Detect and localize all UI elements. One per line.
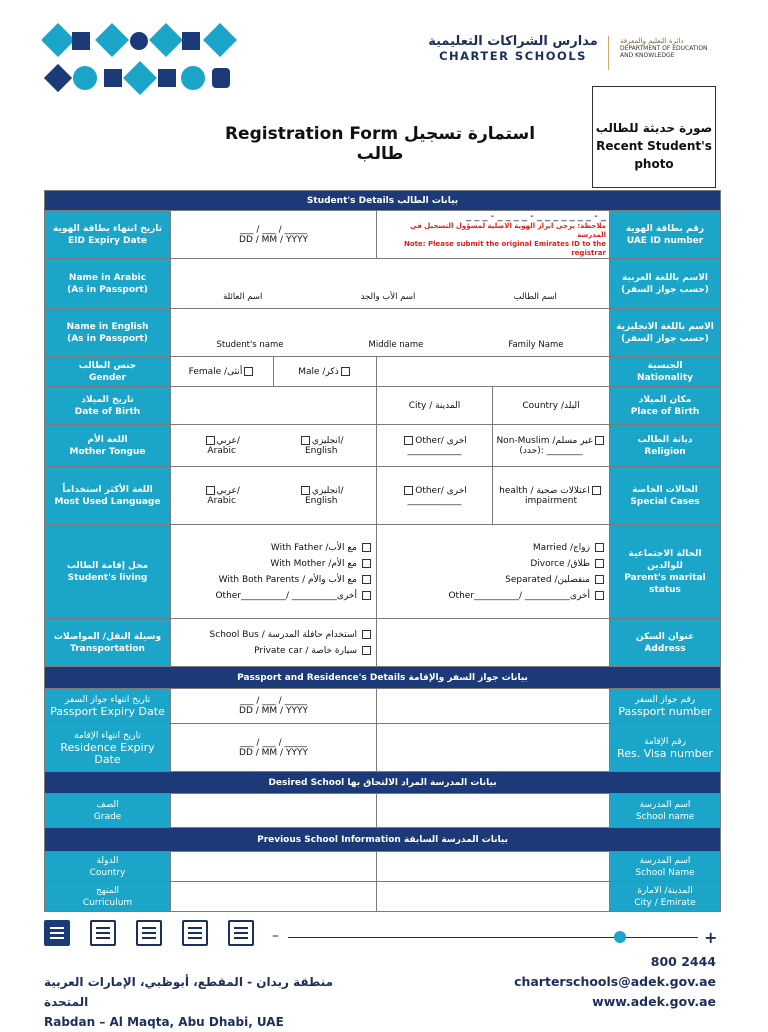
most-used-language-other[interactable]: Other/ اخرى ____________ bbox=[377, 467, 493, 525]
footer-dot bbox=[614, 931, 626, 943]
special-cases-label: الحالات الخاصة Special Cases bbox=[610, 467, 721, 525]
residence-number-field[interactable] bbox=[377, 724, 610, 772]
uae-id-label: رقم بطاقة الهوية UAE ID number bbox=[610, 211, 721, 259]
name-arabic-label: Name in Arabic (As in Passport) bbox=[45, 259, 171, 309]
birth-country-field[interactable]: Country /البلد bbox=[493, 387, 610, 425]
document-icon bbox=[182, 920, 208, 946]
registration-form-table bbox=[44, 190, 721, 912]
residence-number-label: رقم الإقامة Res. Visa number bbox=[610, 724, 721, 772]
name-arabic-field[interactable]: اسم العائلة اسم الأب والجد اسم الطالب bbox=[171, 259, 610, 309]
religion-non-muslim[interactable]: Non-Muslim /غير مسلم (حدد): ________ bbox=[493, 425, 610, 467]
most-used-language-label: اللغة الأكثر استخداماً Most Used Language bbox=[45, 467, 171, 525]
religion-label: ديانة الطالب Religion bbox=[610, 425, 721, 467]
transportation-options[interactable]: School Bus / استخدام حافلة المدرسة Private car / سيارة خاصة bbox=[171, 619, 377, 667]
section-student-details: Student's Details بيانات الطالب bbox=[45, 191, 721, 211]
student-living-label: محل إقامة الطالب Student's living bbox=[45, 525, 171, 619]
charter-schools-pattern-logo bbox=[42, 20, 252, 100]
document-icon bbox=[228, 920, 254, 946]
nationality-label: الجنسية Nationality bbox=[610, 357, 721, 387]
passport-expiry-field[interactable]: ___ / ___ / _____ DD / MM / YYYY bbox=[171, 689, 377, 724]
mother-tongue-other[interactable]: Other/ اخرى ____________ bbox=[377, 425, 493, 467]
dob-label: تاريخ الميلاد Date of Birth bbox=[45, 387, 171, 425]
dob-field[interactable] bbox=[171, 387, 377, 425]
gender-male-option[interactable]: Male /ذكر bbox=[274, 357, 377, 387]
mul-arabic-checkbox[interactable] bbox=[206, 486, 215, 495]
residence-expiry-label: تاريخ انتهاء الإقامة Residence Expiry Date bbox=[45, 724, 171, 772]
mother-tongue-label: اللغة الأم Mother Tongue bbox=[45, 425, 171, 467]
photo-label-en-2: photo bbox=[634, 157, 674, 171]
mul-english-checkbox[interactable] bbox=[301, 486, 310, 495]
adek-logo bbox=[620, 38, 710, 59]
address-field[interactable] bbox=[377, 619, 610, 667]
photo-label-en: Recent Student's bbox=[596, 139, 712, 153]
most-used-language-options[interactable]: عربي/ Arabic انجليزي/ English bbox=[171, 467, 377, 525]
footer-line bbox=[288, 937, 698, 938]
section-passport-details: Passport and Residence's Details بيانات جواز السفر والإقامة bbox=[45, 667, 721, 689]
passport-number-label: رقم جواز السفر Passport number bbox=[610, 689, 721, 724]
uae-id-field[interactable]: _ _ _ - _ _ _ _ - _ _ _ _ _ _ _ - _ ملاحظة: يرجى ابراز الهوية الاصلية لمسؤول التسجيل في المدرسة Note: Please submit the original Emirates ID to the registrar bbox=[377, 211, 610, 259]
photo-label-ar: صورة حديثة للطالب bbox=[595, 121, 713, 135]
eid-expiry-field[interactable]: ___ / ___ / _____ DD / MM / YYYY bbox=[171, 211, 377, 259]
charter-schools-logo bbox=[428, 34, 598, 74]
parent-marital-label: الحالة الاجتماعية للوالدين Parent's marital status bbox=[610, 525, 721, 619]
prev-school-name-label: اسم المدرسة School Name bbox=[610, 852, 721, 882]
footer-address-ar: منطقة ربدان - المقطع، أبوظبي، الإمارات العربية المتحدة bbox=[44, 975, 334, 1009]
footer-website[interactable]: www.adek.gov.ae bbox=[592, 994, 716, 1009]
arabic-checkbox[interactable] bbox=[206, 436, 215, 445]
name-arabic-label-ar: الاسم باللغة العربية (حسب جواز السفر) bbox=[610, 259, 721, 309]
document-icon bbox=[90, 920, 116, 946]
dept-name-ar: دائرة التعليم والمعرفة bbox=[620, 37, 684, 45]
school-name-ar: مدارس الشراكات التعليمية bbox=[428, 34, 598, 49]
student-living-options[interactable]: With Father /مع الأب With Mother /مع الأم With Both Parents / مع الأب والأم Other__________/ __________أخرى bbox=[171, 525, 377, 619]
prev-city-field[interactable] bbox=[377, 882, 610, 912]
section-desired-school: Desired School بيانات المدرسة المراد الالتحاق بها bbox=[45, 772, 721, 794]
gender-female-option[interactable]: Female /أنثى bbox=[171, 357, 274, 387]
name-english-field[interactable]: Student's name Middle name Family Name bbox=[171, 309, 610, 357]
gender-label: جنس الطالب Gender bbox=[45, 357, 171, 387]
dept-name-en-1: DEPARTMENT OF EDUCATION bbox=[620, 45, 708, 52]
english-checkbox[interactable] bbox=[301, 436, 310, 445]
footer-contact bbox=[500, 952, 716, 1012]
footer-phone[interactable]: 800 2444 bbox=[650, 954, 716, 969]
nationality-field[interactable] bbox=[377, 357, 610, 387]
footer-address-en: Rabdan – Al Maqta, Abu Dhabi, UAE bbox=[44, 1015, 284, 1029]
male-checkbox[interactable] bbox=[341, 367, 350, 376]
parent-marital-options[interactable]: Married /زواج Divorce /طلاق Separated /منفصلين Other__________/ __________أخرى bbox=[377, 525, 610, 619]
address-label: عنوان السكن Address bbox=[610, 619, 721, 667]
passport-number-field[interactable] bbox=[377, 689, 610, 724]
prev-city-label: المدينة/ الامارة City / Emirate bbox=[610, 882, 721, 912]
desired-school-name-field[interactable] bbox=[377, 794, 610, 828]
special-case-health[interactable]: health / اعتلالات صحية impairment bbox=[493, 467, 610, 525]
footer-address bbox=[44, 972, 344, 1032]
prev-curriculum-label: المنهج Curriculum bbox=[45, 882, 171, 912]
grade-field[interactable] bbox=[171, 794, 377, 828]
birth-city-field[interactable]: City / المدينة bbox=[377, 387, 493, 425]
footer-plus-icon: + bbox=[704, 928, 718, 947]
grade-label: الصف Grade bbox=[45, 794, 171, 828]
transportation-label: وسيلة النقل/ المواصلات Transportation bbox=[45, 619, 171, 667]
footer-dash: – bbox=[272, 928, 279, 944]
school-name-en: CHARTER SCHOOLS bbox=[439, 49, 587, 63]
prev-country-label: الدولة Country bbox=[45, 852, 171, 882]
eid-expiry-label: تاريخ انتهاء بطاقة الهوية EID Expiry Date bbox=[45, 211, 171, 259]
passport-expiry-label: تاريخ انتهاء جواز السفر Passport Expiry Date bbox=[45, 689, 171, 724]
document-icon bbox=[136, 920, 162, 946]
prev-curriculum-field[interactable] bbox=[171, 882, 377, 912]
pob-label: مكان الميلاد Place of Birth bbox=[610, 387, 721, 425]
page-title: Registration Form استمارة تسجيل طالب bbox=[224, 124, 536, 164]
footer-email[interactable]: charterschools@adek.gov.ae bbox=[514, 974, 716, 989]
mother-tongue-options[interactable]: عربي/ Arabic انجليزي/ English bbox=[171, 425, 377, 467]
prev-country-field[interactable] bbox=[171, 852, 377, 882]
name-english-label: Name in English (As in Passport) bbox=[45, 309, 171, 357]
dept-name-en-2: AND KNOWLEDGE bbox=[620, 52, 675, 59]
header-divider bbox=[608, 36, 609, 70]
residence-expiry-field[interactable]: ___ / ___ / _____ DD / MM / YYYY bbox=[171, 724, 377, 772]
desired-school-name-label: اسم المدرسة School name bbox=[610, 794, 721, 828]
student-photo-box[interactable] bbox=[592, 86, 716, 188]
female-checkbox[interactable] bbox=[244, 367, 253, 376]
document-icon bbox=[44, 920, 70, 946]
section-previous-school: Previous School Information بيانات المدرسة السابقة bbox=[45, 828, 721, 852]
name-english-label-ar: الاسم باللغة الانجليزية (حسب جواز السفر) bbox=[610, 309, 721, 357]
prev-school-name-field[interactable] bbox=[377, 852, 610, 882]
